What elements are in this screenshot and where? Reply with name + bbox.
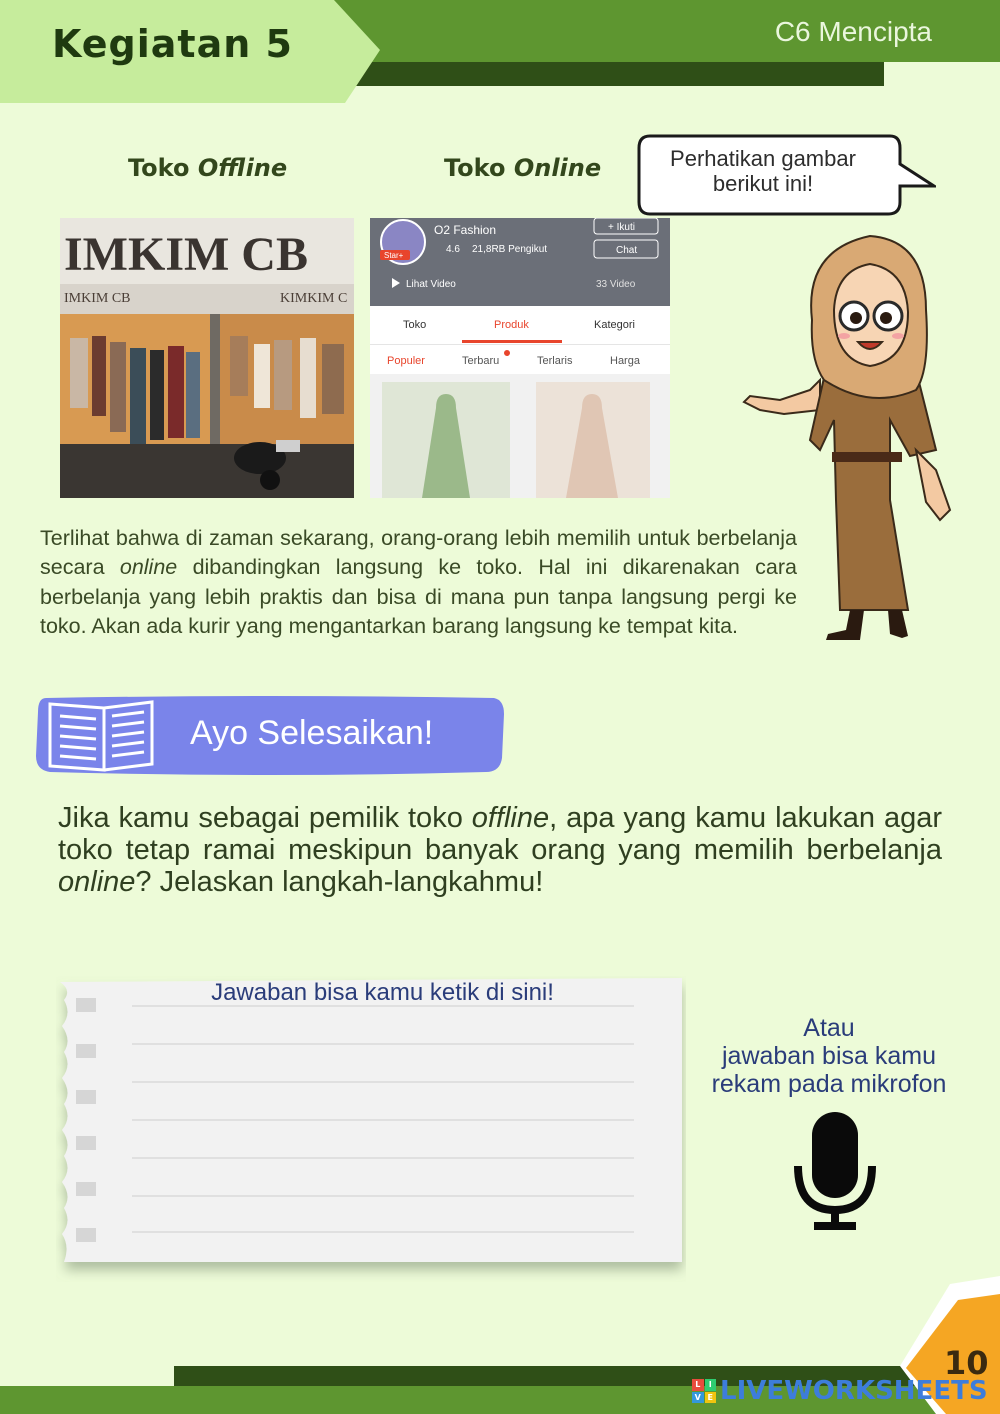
follow-button: + Ikuti: [608, 222, 635, 233]
star-badge: Star+: [384, 251, 404, 260]
watch-video: Lihat Video: [406, 279, 456, 290]
answer-notepad: [56, 976, 686, 1282]
chat-button: Chat: [616, 245, 638, 256]
tab-toko: Toko: [403, 319, 427, 331]
liveworksheets-logo: [692, 1376, 988, 1406]
offline-store-label: Toko Offline: [128, 154, 288, 182]
shop-followers: 21,8RB Pengikut: [472, 244, 548, 255]
filter-terlaris: Terlaris: [537, 355, 573, 367]
answer-input[interactable]: [130, 976, 635, 1010]
liveworksheets-icon: L I V E: [692, 1379, 716, 1403]
offline-store-photo: [60, 218, 354, 498]
ayo-selesaikan-label: Ayo Selesaikan!: [190, 714, 434, 752]
store-sign-small-right: KIMKIM C: [280, 291, 348, 306]
video-count: 33 Video: [596, 279, 636, 290]
filter-harga: Harga: [610, 355, 640, 367]
liveworksheets-brand: LIVEWORKSHEETS: [720, 1376, 988, 1406]
online-store-label: Toko Online: [444, 154, 602, 182]
speech-bubble-text: Perhatikan gambar berikut ini!: [670, 146, 856, 196]
page-number: 10: [944, 1344, 989, 1382]
microphone-instruction: Atau jawaban bisa kamu rekam pada mikrofon: [711, 1014, 947, 1098]
page-title: Kegiatan 5: [52, 22, 293, 66]
chapter-label: C6 Mencipta: [774, 16, 932, 47]
tab-kategori: Kategori: [594, 319, 635, 331]
shop-rating: 4.6: [446, 244, 460, 255]
filter-terbaru: Terbaru: [462, 355, 500, 367]
question-text: Jika kamu sebagai pemilik toko offline, apa yang kamu lakukan agar toko tetap ramai meskipun banyak orang yang memilih berbelanja online? Jelaskan langkah-langkahmu!: [58, 802, 942, 898]
shop-name: O2 Fashion: [434, 223, 497, 237]
store-sign: IMKIM CB: [64, 228, 308, 281]
intro-paragraph: Terlihat bahwa di zaman sekarang, orang-orang lebih memilih untuk berbelanja secara online dibandingkan langsung ke toko. Hal ini dikarenakan cara berbelanja yang lebih praktis dan bisa di mana pun tanpa langsung pergi ke toko. Akan ada kurir yang mengantarkan barang langsung ke tempat kita.: [40, 526, 797, 638]
header-accent-bar: [340, 62, 884, 86]
microphone-icon[interactable]: [794, 1110, 876, 1234]
online-store-screenshot: [370, 218, 670, 498]
filter-populer: Populer: [387, 355, 425, 367]
tab-produk: Produk: [494, 319, 529, 331]
store-sign-small-left: IMKIM CB: [64, 291, 131, 306]
